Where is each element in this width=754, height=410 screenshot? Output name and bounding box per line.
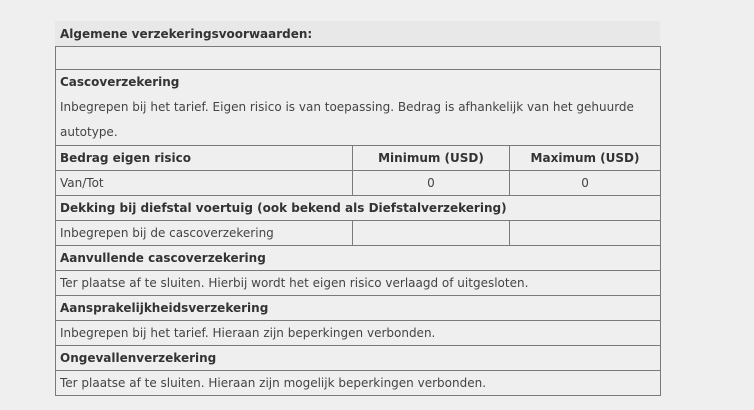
section-heading: Algemene verzekeringsvoorwaarden: [55,21,660,46]
minimum-value: 0 [353,171,510,196]
ongevallen-desc-row [56,371,661,396]
diefstal-empty-cell [510,221,661,246]
aansprakelijkheid-title: Aansprakelijkheidsverzekering [56,296,661,321]
diefstal-empty-cell [353,221,510,246]
insurance-table [55,46,661,396]
aansprakelijkheid-desc-row [56,321,661,346]
minimum-header: Minimum (USD) [353,146,510,171]
diefstal-description: Inbegrepen bij de cascoverzekering [56,221,353,246]
aanvullend-title-row [56,246,661,271]
aansprakelijkheid-title-row [56,296,661,321]
ongevallen-description: Ter plaatse af te sluiten. Hieraan zijn mogelijk beperkingen verbonden. [56,371,661,396]
maximum-value: 0 [510,171,661,196]
diefstal-title-row [56,196,661,221]
insurance-conditions-panel [55,21,660,396]
eigen-risico-value-row [56,171,661,196]
casco-description: Inbegrepen bij het tarief. Eigen risico is van toepassing. Bedrag is afhankelijk van het gehuurde autotype. [60,100,634,139]
casco-title: Cascoverzekering [60,75,180,89]
ongevallen-title: Ongevallenverzekering [56,346,661,371]
aanvullend-title: Aanvullende cascoverzekering [56,246,661,271]
ongevallen-title-row [56,346,661,371]
diefstal-desc-row [56,221,661,246]
eigen-risico-label: Bedrag eigen risico [56,146,353,171]
maximum-header: Maximum (USD) [510,146,661,171]
range-label: Van/Tot [56,171,353,196]
aanvullend-desc-row [56,271,661,296]
aanvullend-description: Ter plaatse af te sluiten. Hierbij wordt het eigen risico verlaagd of uitgesloten. [56,271,661,296]
casco-row [56,70,661,146]
empty-row [56,47,661,70]
aansprakelijkheid-description: Inbegrepen bij het tarief. Hieraan zijn beperkingen verbonden. [56,321,661,346]
diefstal-title: Dekking bij diefstal voertuig (ook bekend als Diefstalverzekering) [56,196,661,221]
eigen-risico-header-row [56,146,661,171]
